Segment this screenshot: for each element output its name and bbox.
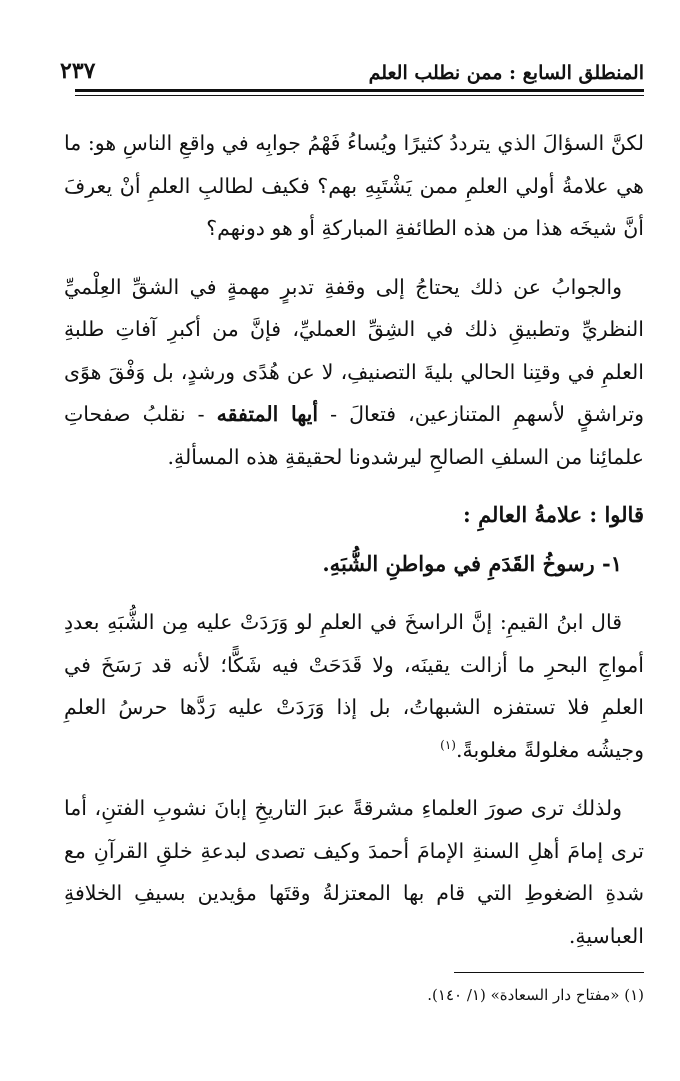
- footnote: [64, 983, 644, 1007]
- footnote-mark: (١): [624, 986, 644, 1004]
- paragraph-imam-ahmad: ولذلك ترى صورَ العلماءِ مشرقةً عبرَ التاريخِ إبانَ نشوبِ الفتنِ، أما ترى إمامَ أهلِ السنةِ الإمامَ أحمدَ وكيف تصدى لبدعةِ خلقِ القرآنِ مع شدةِ الضغوطِ التي قام بها المعتزلةُ وقتَها مؤيدين بسيفِ الخلافةِ العباسيةِ.: [64, 796, 644, 948]
- header-rule-thick: [75, 89, 644, 92]
- page-number: ٢٣٧: [60, 58, 96, 84]
- footnote-rule: [454, 972, 644, 973]
- running-title: المنطلق السابع : ممن نطلب العلم: [368, 62, 644, 84]
- paragraph-gap: [64, 585, 644, 601]
- footnote-text: «مفتاح دار السعادة» (١/ ١٤٠).: [427, 986, 620, 1004]
- subsection-heading: ١- رسوخُ القَدَمِ في مواطنِ الشُّبَهِ.: [322, 550, 622, 576]
- section-heading: قالوا : علامةُ العالمِ :: [463, 502, 644, 527]
- paragraph-gap: [64, 771, 644, 787]
- header-rule-thin: [75, 95, 644, 96]
- footnote-reference[interactable]: (١): [440, 737, 456, 752]
- paragraph-quote-ibn-qayyim: [64, 601, 644, 771]
- paragraph-question: لكنَّ السؤالَ الذي يترددُ كثيرًا ويُساءُ فَهْمُ جوابِه في واقعِ الناسِ هو: ما هي علامةُ أولي العلمِ ممن يَشْتَبِهِ بهم؟ فكيف لطالبِ العلمِ أنْ يعرفَ أنَّ شيخَه هذا من هذه الطائفةِ المباركةِ أو هو دونهم؟: [64, 131, 644, 240]
- paragraph-gap: [64, 250, 644, 266]
- quote-text: قال ابنُ القيمِ: إنَّ الراسخَ في العلمِ لو وَرَدَتْ عليه مِن الشُّبَهِ بعددِ أمواجِ البحرِ ما أزالت يقينَه، ولا قَدَحَتْ فيه شَكًّا؛ لأنه قد رَسَخَ في العلمِ فلا تستفزه الشبهاتُ، بل إذا وَرَدَتْ عليه رَدَّها حرسُ العلمِ وجيشُه مغلولةً مغلوبةً.: [64, 610, 644, 762]
- page-body: [64, 122, 644, 957]
- paragraph-answer: [64, 266, 644, 479]
- emphasis-address: أيها المتفقه: [216, 402, 319, 426]
- page-header: [60, 44, 644, 84]
- paragraph-gap: [64, 478, 644, 494]
- paragraph-answer-end: - نقلبُ صفحاتِ علمائِنا من السلفِ الصالحِ ليرشدونا لحقيقةِ هذه المسألةِ.: [64, 402, 644, 469]
- paragraph-answer-start: والجوابُ عن ذلك يحتاجُ إلى وقفةِ تدبرٍ مهمةٍ في الشقِّ العِلْميِّ النظريِّ وتطبيقِ ذلك في الشِقِّ العمليِّ، فإنَّ من أكبرِ آفاتِ طلبةِ العلمِ في وقتِنا الحالي بليةَ التصنيفِ، لا عن هُدًى ورشدٍ، بل وَفْقَ هوًى وتراشقٍ لأسهمِ المتنازعين، فتعالَ -: [64, 274, 644, 426]
